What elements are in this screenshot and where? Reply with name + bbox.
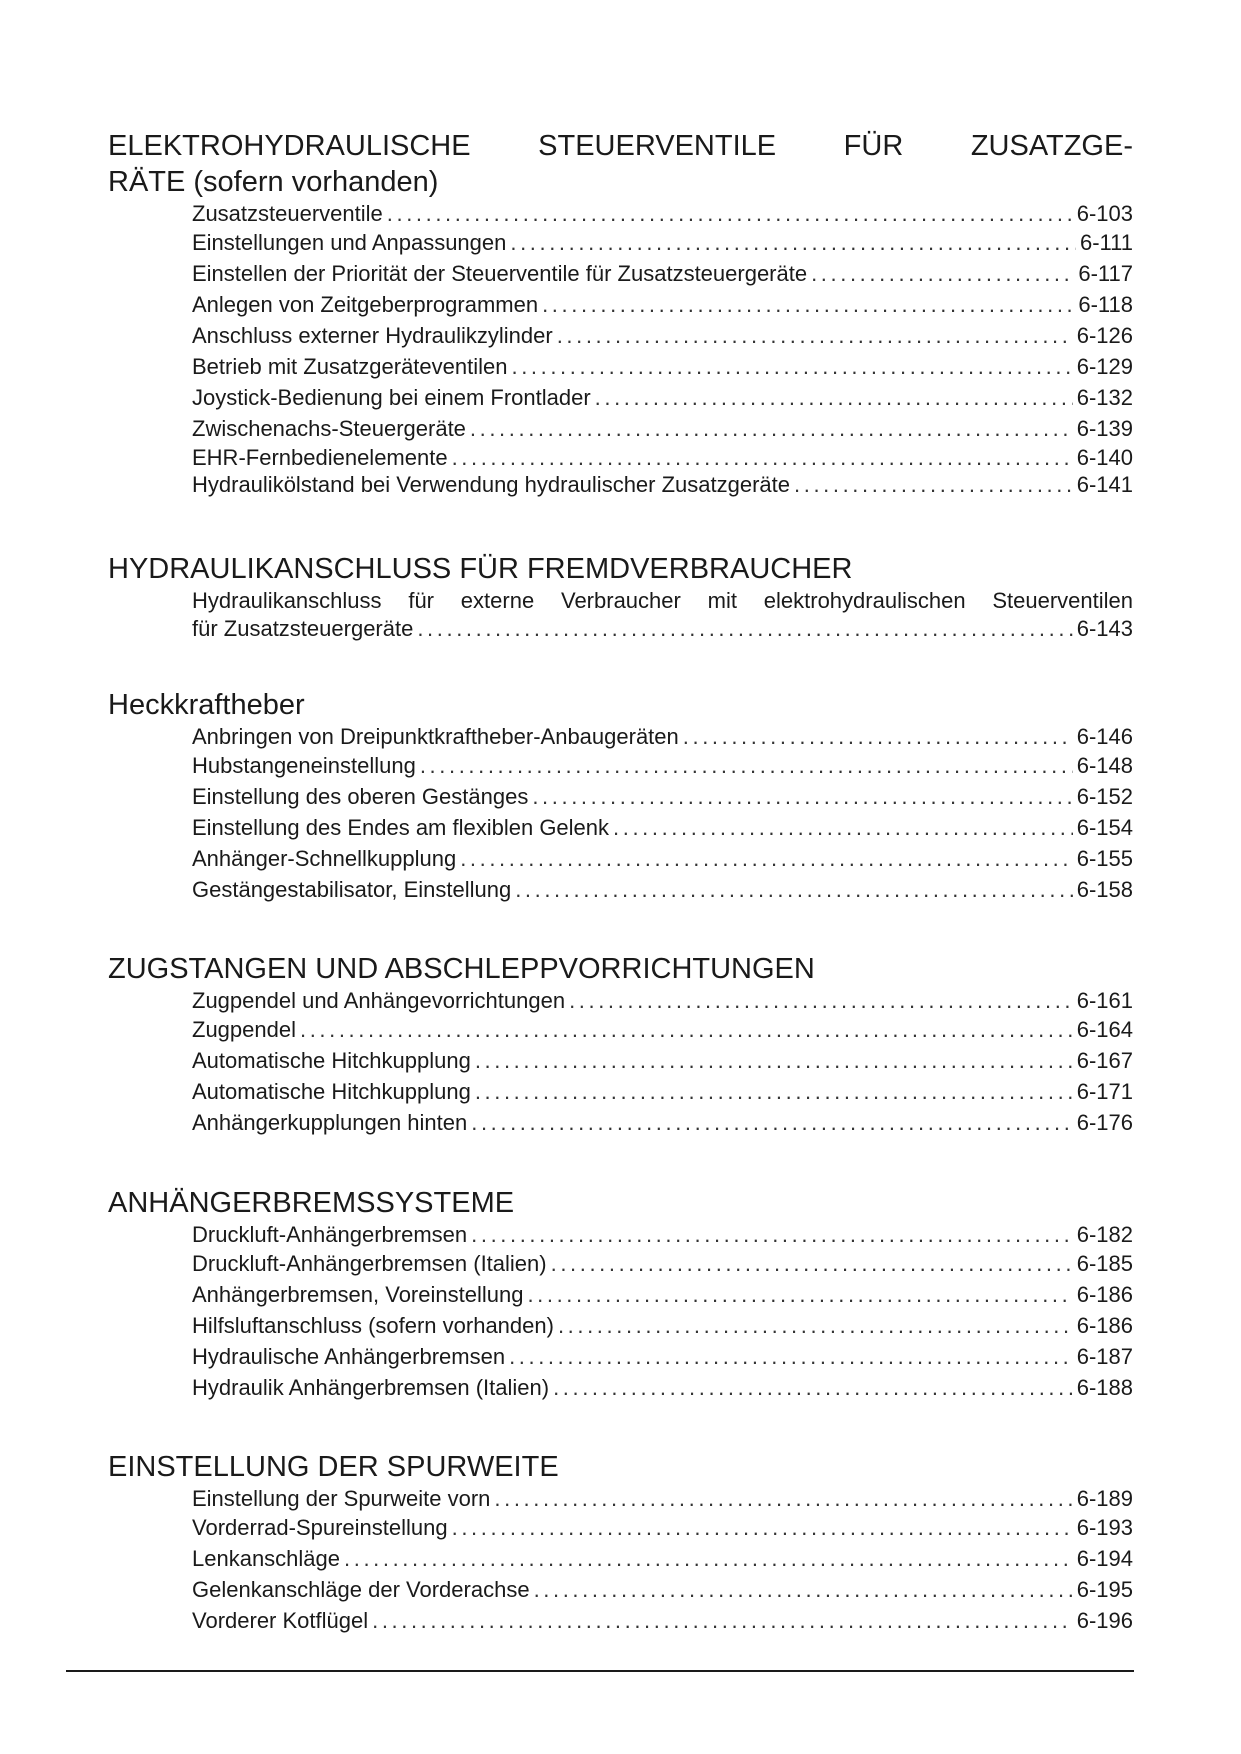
leader-dots bbox=[475, 1076, 1073, 1107]
leader-dots bbox=[512, 351, 1073, 382]
entry-page: 6-188 bbox=[1076, 1375, 1133, 1400]
toc-entry[interactable] bbox=[192, 1543, 1133, 1574]
toc-entry-list bbox=[192, 1221, 1133, 1403]
toc-entry[interactable] bbox=[192, 1248, 1133, 1279]
entry-page: 6-155 bbox=[1076, 846, 1133, 871]
entry-label: Anhängerbremsen, Voreinstellung bbox=[192, 1282, 524, 1307]
entry-label: Automatische Hitchkupplung bbox=[192, 1079, 471, 1104]
leader-dots bbox=[344, 1543, 1073, 1574]
entry-page: 6-152 bbox=[1076, 784, 1133, 809]
leader-dots bbox=[494, 1485, 1072, 1512]
toc-entry[interactable] bbox=[192, 843, 1133, 874]
entry-page: 6-143 bbox=[1076, 616, 1133, 641]
leader-dots bbox=[452, 1512, 1073, 1543]
toc-section-hydraulic-connection bbox=[108, 551, 1133, 642]
entry-label: Druckluft-Anhängerbremsen (Italien) bbox=[192, 1251, 547, 1276]
toc-entry[interactable] bbox=[192, 1372, 1133, 1403]
entry-label: Einstellungen und Anpassungen bbox=[192, 230, 507, 255]
entry-label: Lenkanschläge bbox=[192, 1546, 341, 1571]
toc-entry[interactable] bbox=[192, 1107, 1133, 1138]
entry-label-line1[interactable]: Hydraulikanschluss für externe Verbraucher mit elektrohydraulischen Steuerventilen bbox=[192, 588, 1133, 613]
section-title: Heckkraftheber bbox=[108, 689, 305, 721]
entry-page: 6-164 bbox=[1076, 1017, 1133, 1042]
bottom-divider bbox=[66, 1670, 1134, 1672]
leader-dots bbox=[683, 723, 1073, 750]
toc-entry[interactable] bbox=[192, 382, 1133, 413]
entry-page: 6-126 bbox=[1076, 323, 1133, 348]
toc-entry[interactable] bbox=[192, 1341, 1133, 1372]
leader-dots bbox=[510, 227, 1076, 258]
entry-label: Vorderer Kotflügel bbox=[192, 1608, 369, 1633]
toc-section-electrohydraulic bbox=[108, 128, 1133, 498]
leader-dots bbox=[595, 382, 1073, 413]
entry-label: Betrieb mit Zusatzgeräteventilen bbox=[192, 354, 508, 379]
entry-label: Anbringen von Dreipunktkraftheber-Anbaugeräten bbox=[192, 724, 679, 749]
leader-dots bbox=[460, 843, 1073, 874]
entry-page: 6-167 bbox=[1076, 1048, 1133, 1073]
entry-page: 6-141 bbox=[1076, 472, 1133, 497]
toc-entry[interactable] bbox=[192, 1605, 1133, 1636]
toc-entry[interactable] bbox=[192, 781, 1133, 812]
entry-page: 6-118 bbox=[1078, 292, 1133, 317]
entry-label: Einstellung des oberen Gestänges bbox=[192, 784, 529, 809]
entry-page: 6-194 bbox=[1076, 1546, 1133, 1571]
leader-dots bbox=[509, 1341, 1073, 1372]
entry-label: Automatische Hitchkupplung bbox=[192, 1048, 471, 1073]
entry-label: Hydraulische Anhängerbremsen bbox=[192, 1344, 506, 1369]
toc-entry[interactable] bbox=[192, 289, 1133, 320]
toc-entry[interactable] bbox=[192, 1310, 1133, 1341]
toc-entry[interactable] bbox=[192, 1221, 1133, 1248]
leader-dots bbox=[527, 1279, 1072, 1310]
entry-label: Zusatzsteuerventile bbox=[192, 201, 383, 226]
entry-label: Anhänger-Schnellkupplung bbox=[192, 846, 457, 871]
entry-label: für Zusatzsteuergeräte bbox=[192, 616, 414, 641]
toc-entry[interactable] bbox=[192, 320, 1133, 351]
entry-label: Vorderrad-Spureinstellung bbox=[192, 1515, 448, 1540]
entry-label: Gestängestabilisator, Einstellung bbox=[192, 877, 512, 902]
toc-entry[interactable] bbox=[192, 200, 1133, 227]
entry-label: Gelenkanschläge der Vorderachse bbox=[192, 1577, 530, 1602]
toc-entry-list bbox=[192, 1485, 1133, 1636]
leader-dots bbox=[452, 444, 1073, 471]
entry-label: Zugpendel bbox=[192, 1017, 296, 1042]
entry-page: 6-132 bbox=[1076, 385, 1133, 410]
toc-entry[interactable] bbox=[192, 987, 1133, 1014]
entry-page: 6-158 bbox=[1076, 877, 1133, 902]
toc-entry[interactable] bbox=[192, 1485, 1133, 1512]
entry-label: Hydraulikölstand bei Verwendung hydraulischer Zusatzgeräte bbox=[192, 472, 791, 497]
leader-dots bbox=[471, 1107, 1072, 1138]
entry-page: 6-146 bbox=[1076, 724, 1133, 749]
toc-entry[interactable] bbox=[192, 1045, 1133, 1076]
toc-entry[interactable] bbox=[192, 615, 1133, 642]
entry-label: Zugpendel und Anhängevorrichtungen bbox=[192, 988, 566, 1013]
leader-dots bbox=[551, 1248, 1073, 1279]
toc-entry[interactable] bbox=[192, 750, 1133, 781]
leader-dots bbox=[794, 471, 1073, 498]
section-title: ANHÄNGERBREMSSYSTEME bbox=[108, 1187, 515, 1219]
toc-entry[interactable] bbox=[192, 1279, 1133, 1310]
toc-entry[interactable] bbox=[192, 227, 1133, 258]
toc-entry-list bbox=[192, 987, 1133, 1138]
toc-section-track-width bbox=[108, 1449, 1133, 1636]
entry-page: 6-176 bbox=[1076, 1110, 1133, 1135]
leader-dots bbox=[542, 289, 1074, 320]
leader-dots bbox=[811, 258, 1074, 289]
entry-page: 6-196 bbox=[1076, 1608, 1133, 1633]
entry-label: Einstellen der Priorität der Steuerventile für Zusatzsteuergeräte bbox=[192, 261, 808, 286]
leader-dots bbox=[613, 812, 1073, 843]
toc-entry[interactable] bbox=[192, 874, 1133, 905]
toc-entry-list bbox=[192, 200, 1133, 498]
toc-section-trailer-brakes bbox=[108, 1185, 1133, 1403]
entry-page: 6-186 bbox=[1076, 1282, 1133, 1307]
section-title: EINSTELLUNG DER SPURWEITE bbox=[108, 1451, 559, 1483]
leader-dots bbox=[372, 1605, 1073, 1636]
section-title-line2: RÄTE (sofern vorhanden) bbox=[108, 166, 439, 198]
leader-dots bbox=[515, 874, 1073, 905]
leader-dots bbox=[470, 413, 1073, 444]
leader-dots bbox=[471, 1221, 1073, 1248]
section-title: HYDRAULIKANSCHLUSS FÜR FREMDVERBRAUCHER bbox=[108, 553, 853, 585]
toc-entry-list bbox=[192, 587, 1133, 642]
entry-page: 6-193 bbox=[1076, 1515, 1133, 1540]
entry-page: 6-182 bbox=[1076, 1222, 1133, 1247]
entry-label: Anhängerkupplungen hinten bbox=[192, 1110, 468, 1135]
entry-label: EHR-Fernbedienelemente bbox=[192, 445, 448, 470]
entry-label: Hydraulik Anhängerbremsen (Italien) bbox=[192, 1375, 550, 1400]
toc-entry[interactable] bbox=[192, 444, 1133, 471]
leader-dots bbox=[557, 320, 1073, 351]
toc-entry[interactable] bbox=[192, 723, 1133, 750]
entry-page: 6-189 bbox=[1076, 1486, 1133, 1511]
entry-label: Zwischenachs-Steuergeräte bbox=[192, 416, 466, 441]
leader-dots bbox=[417, 615, 1072, 642]
entry-label: Anlegen von Zeitgeberprogrammen bbox=[192, 292, 539, 317]
entry-label: Druckluft-Anhängerbremsen bbox=[192, 1222, 468, 1247]
toc-entry[interactable] bbox=[192, 351, 1133, 382]
leader-dots bbox=[553, 1372, 1073, 1403]
entry-label: Joystick-Bedienung bei einem Frontlader bbox=[192, 385, 591, 410]
entry-page: 6-185 bbox=[1076, 1251, 1133, 1276]
entry-page: 6-187 bbox=[1076, 1344, 1133, 1369]
toc-entry[interactable] bbox=[192, 1512, 1133, 1543]
toc-entry-list bbox=[192, 723, 1133, 905]
entry-label: Einstellung der Spurweite vorn bbox=[192, 1486, 491, 1511]
entry-page: 6-161 bbox=[1076, 988, 1133, 1013]
entry-page: 6-171 bbox=[1076, 1079, 1133, 1104]
leader-dots bbox=[420, 750, 1073, 781]
leader-dots bbox=[534, 1574, 1073, 1605]
entry-page: 6-195 bbox=[1076, 1577, 1133, 1602]
toc-entry[interactable] bbox=[192, 1076, 1133, 1107]
toc-entry[interactable] bbox=[192, 812, 1133, 843]
leader-dots bbox=[558, 1310, 1073, 1341]
entry-label: Einstellung des Endes am flexiblen Gelenk bbox=[192, 815, 610, 840]
leader-dots bbox=[569, 987, 1073, 1014]
entry-page: 6-139 bbox=[1076, 416, 1133, 441]
leader-dots bbox=[532, 781, 1072, 812]
entry-page: 6-148 bbox=[1076, 753, 1133, 778]
leader-dots bbox=[300, 1014, 1073, 1045]
entry-label: Hubstangeneinstellung bbox=[192, 753, 416, 778]
toc-section-drawbars bbox=[108, 951, 1133, 1138]
entry-page: 6-129 bbox=[1076, 354, 1133, 379]
entry-page: 6-154 bbox=[1076, 815, 1133, 840]
toc-section-rear-hitch bbox=[108, 687, 1133, 905]
entry-page: 6-103 bbox=[1076, 201, 1133, 226]
entry-page: 6-117 bbox=[1078, 261, 1133, 286]
toc-entry[interactable] bbox=[192, 258, 1133, 289]
entry-label: Anschluss externer Hydraulikzylinder bbox=[192, 323, 553, 348]
entry-label: Hilfsluftanschluss (sofern vorhanden) bbox=[192, 1313, 554, 1338]
section-title: ZUGSTANGEN UND ABSCHLEPPVORRICHTUNGEN bbox=[108, 953, 815, 985]
entry-page: 6-111 bbox=[1079, 230, 1133, 255]
toc-entry[interactable] bbox=[192, 1014, 1133, 1045]
leader-dots bbox=[387, 200, 1073, 227]
leader-dots bbox=[475, 1045, 1073, 1076]
toc-entry[interactable] bbox=[192, 1574, 1133, 1605]
entry-page: 6-186 bbox=[1076, 1313, 1133, 1338]
section-title-line1: ELEKTROHYDRAULISCHE STEUERVENTILE FÜR ZUSATZGE- bbox=[108, 130, 1133, 162]
entry-page: 6-140 bbox=[1076, 445, 1133, 470]
toc-entry[interactable] bbox=[192, 413, 1133, 444]
toc-entry[interactable] bbox=[192, 471, 1133, 498]
